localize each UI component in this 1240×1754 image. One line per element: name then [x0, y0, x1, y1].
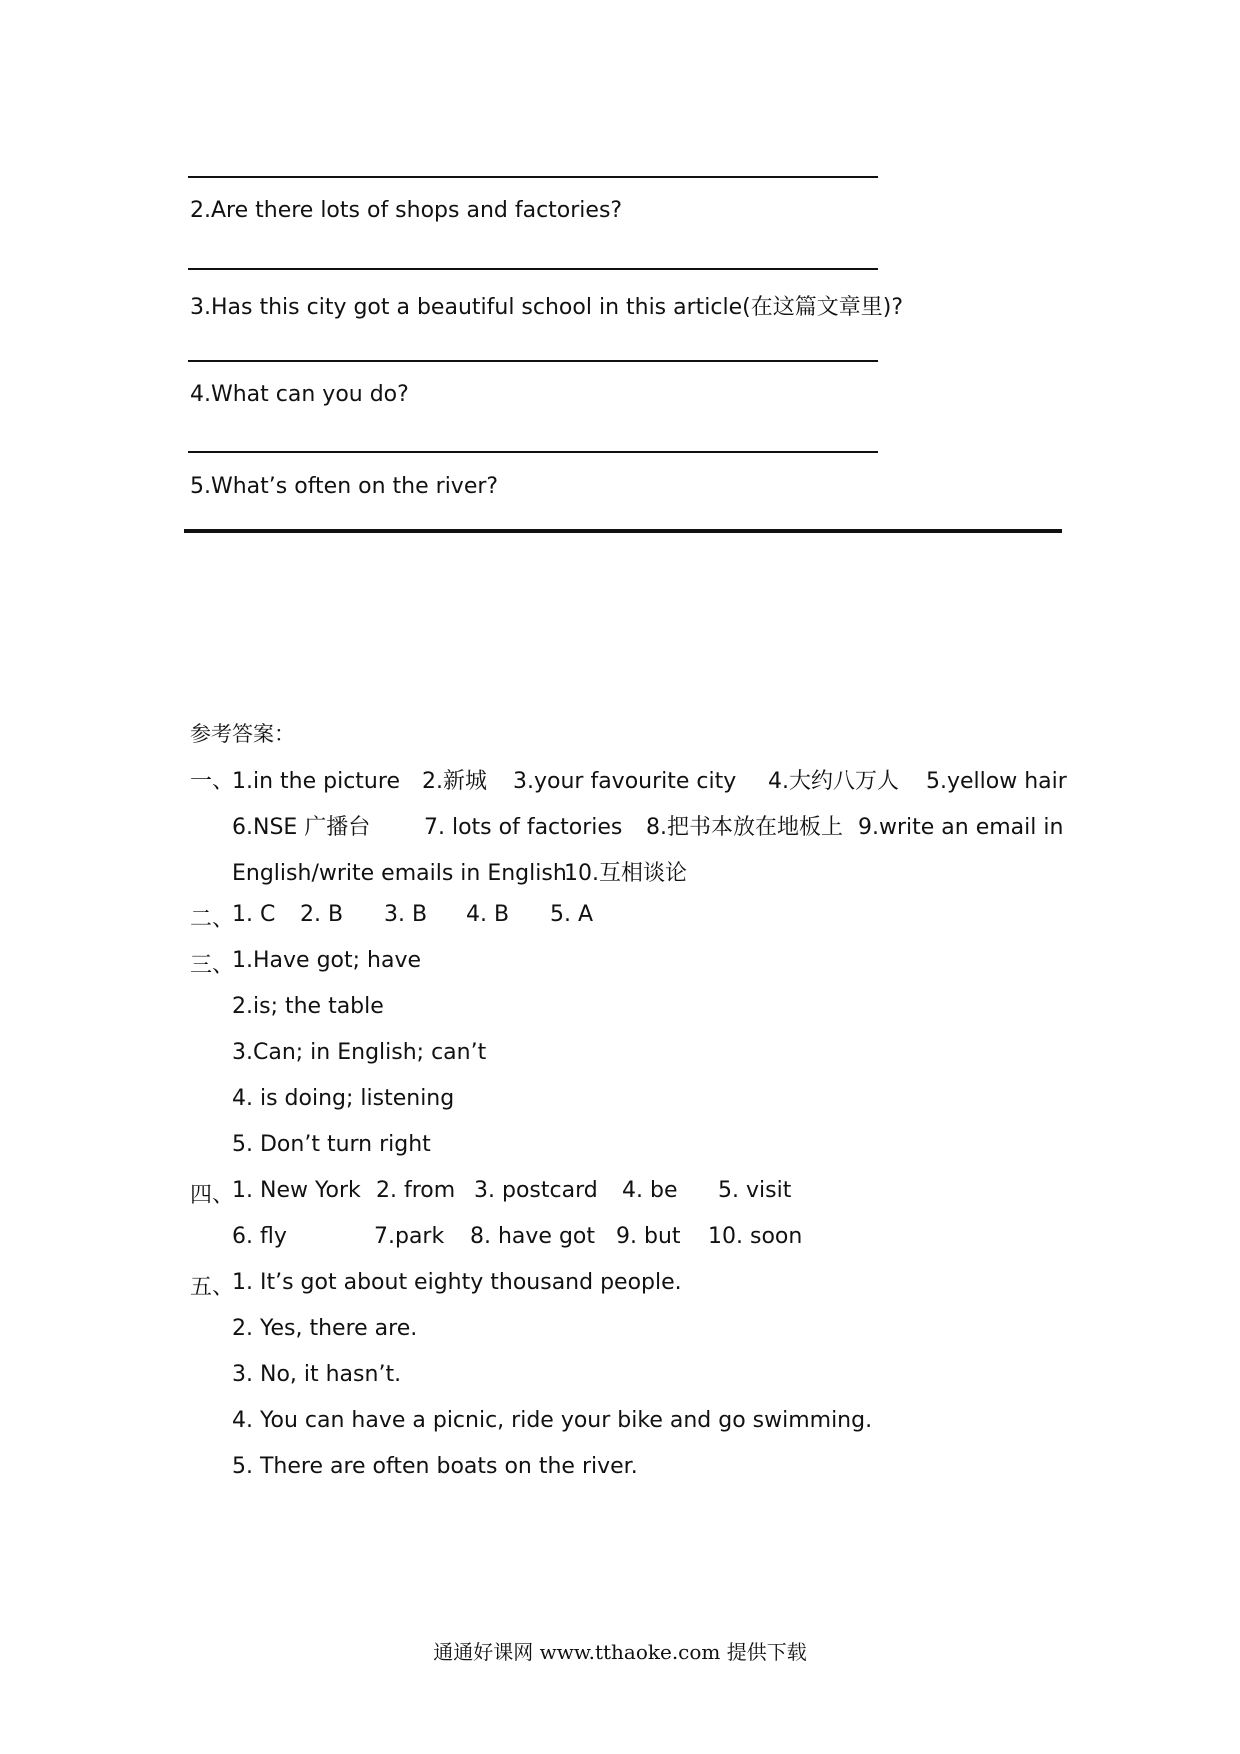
s1-row-3: [232, 856, 687, 887]
s5-item-4: 4. You can have a picnic, ride your bike and go swimming.: [232, 1408, 873, 1433]
page-footer: 通通好课网 www.tthaoke.com 提供下载: [433, 1640, 807, 1664]
answer-line-3: [188, 360, 878, 362]
s4-item-6: 6. fly: [232, 1224, 287, 1249]
s1-row-2: [232, 810, 1063, 841]
answer-line-4: [188, 451, 878, 453]
s4-row-1: [232, 1178, 791, 1203]
s3-item-3: 3.Can; in English; can’t: [232, 1040, 487, 1065]
s1-item-4: 4.大约八万人: [768, 769, 899, 794]
s5-item-3: 3. No, it hasn’t.: [232, 1362, 402, 1387]
s1-item-1: 1.in the picture: [232, 769, 400, 794]
s2-item-5: 5. A: [550, 902, 594, 927]
s5-item-5: 5. There are often boats on the river.: [232, 1454, 638, 1479]
s3-item-1: 1.Have got; have: [232, 948, 421, 973]
s3-item-4: 4. is doing; listening: [232, 1086, 455, 1111]
section-divider: [184, 529, 1062, 533]
s4-item-2: 2. from: [376, 1178, 456, 1203]
s3-item-5: 5. Don’t turn right: [232, 1132, 431, 1157]
s1-item-7: 7. lots of factories: [424, 815, 623, 840]
s1-item-10: 10.互相谈论: [564, 861, 687, 886]
s2-item-4: 4. B: [466, 902, 510, 927]
s1-item-5: 5.yellow hair: [926, 769, 1067, 794]
s5-item-2: 2. Yes, there are.: [232, 1316, 418, 1341]
s4-item-1: 1. New York: [232, 1178, 361, 1203]
s4-item-7: 7.park: [374, 1224, 445, 1249]
s4-item-8: 8. have got: [470, 1224, 596, 1249]
s3-item-2: 2.is; the table: [232, 994, 384, 1019]
question-2: 2.Are there lots of shops and factories?: [190, 198, 623, 223]
answer-line-2: [188, 268, 878, 270]
question-5: 5.What’s often on the river?: [190, 474, 499, 499]
section-1-label: 一、: [190, 769, 235, 794]
s4-item-4: 4. be: [622, 1178, 678, 1203]
s2-item-3: 3. B: [384, 902, 428, 927]
s1-item-6: 6.NSE 广播台: [232, 815, 371, 840]
question-4: 4.What can you do?: [190, 382, 409, 407]
s1-item-2: 2.新城: [422, 769, 487, 794]
s2-item-2: 2. B: [300, 902, 344, 927]
section-5-label: 五、: [190, 1275, 235, 1300]
s1-item-3: 3.your favourite city: [513, 769, 737, 794]
s4-row-2: [232, 1224, 802, 1249]
answer-line-1: [188, 176, 878, 178]
section-4-label: 四、: [190, 1183, 235, 1208]
question-3: 3.Has this city got a beautiful school in this article(在这篇文章里)?: [190, 295, 903, 320]
s1-item-8: 8.把书本放在地板上: [646, 815, 843, 840]
s1-item-9: 9.write an email in: [858, 815, 1064, 840]
section-2-label: 二、: [190, 907, 235, 932]
s4-item-5: 5. visit: [718, 1178, 792, 1203]
s5-item-1: 1. It’s got about eighty thousand people.: [232, 1270, 682, 1295]
s4-item-10: 10. soon: [708, 1224, 803, 1249]
s1-item-9b: English/write emails in English: [232, 861, 567, 886]
answers-heading: 参考答案：: [190, 722, 295, 746]
s4-item-9: 9. but: [616, 1224, 681, 1249]
s2-row: [232, 902, 593, 927]
section-3-label: 三、: [190, 953, 235, 978]
s4-item-3: 3. postcard: [474, 1178, 598, 1203]
s1-row-1: [232, 764, 1067, 795]
s2-item-1: 1. C: [232, 902, 276, 927]
